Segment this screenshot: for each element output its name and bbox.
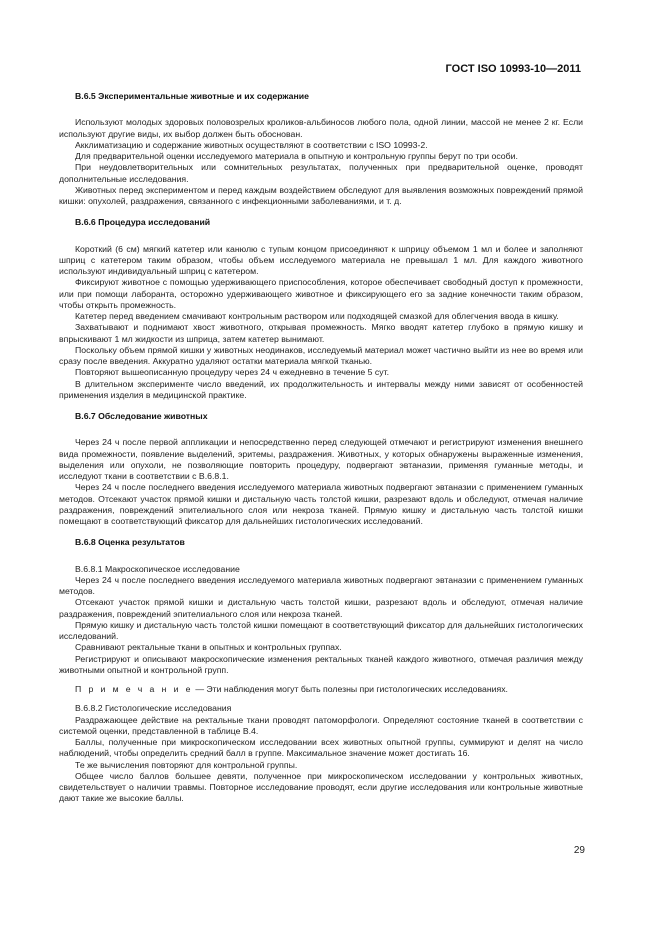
paragraph: Для предварительной оценки исследуемого материала в опытную и контрольную группы берут по три особи. [75, 151, 518, 161]
subsection-title: B.6.8.2 Гистологические исследования [75, 703, 232, 714]
paragraph: В длительном эксперименте число введений, их продолжительность и интервалы между ними зависят от особенностей применения изделия в медицинской практике. [59, 378, 583, 400]
section-title: B.6.7 Обследование животных [75, 411, 208, 421]
paragraph: Короткий (6 см) мягкий катетер или канюлю с тупым концом присоединяют к шприцу объемом 1 мл и более и заполняют шприц с катетером таким образом, чтобы объем исследуемого материала не превышал 1 мл. Для каждого животного используют индивидуальный шприц с катетером. [59, 243, 583, 276]
paragraph: Отсекают участок прямой кишки и дистальную часть толстой кишки, разрезают вдоль и обследуют, отмечая наличие раздражения, повреждений эпителиального слоя или некроза тканей. [59, 597, 583, 619]
page-number: 29 [573, 845, 585, 856]
paragraph: Регистрируют и описывают макроскопические изменения ректальных тканей каждого животного, отмечая различия между животными опытной и контрольной групп. [59, 653, 583, 675]
paragraph: Акклиматизацию и содержание животных осуществляют в соответствии с ISO 10993-2. [75, 139, 428, 150]
document-header: ГОСТ ISO 10993-10—2011 [445, 63, 581, 75]
section-title: B.6.5 Экспериментальные животные и их содержание [75, 91, 309, 101]
paragraph: Поскольку объем прямой кишки у животных неодинаков, исследуемый материал может частично выйти из нее во время или сразу после введения. Аккуратно удаляют остатки материала мягкой тканью. [59, 344, 583, 366]
paragraph: Фиксируют животное с помощью удерживающего приспособления, которое обеспечивает свободный доступ к промежности, или при помощи лаборанта, осторожно удерживающего животное и фиксирующего его за задние конечности таким образом, чтобы открыть промежность. [59, 277, 583, 310]
paragraph: Те же вычисления повторяют для контрольной группы. [75, 759, 298, 770]
note-label: П р и м е ч а н и е [75, 684, 193, 694]
section-title: B.6.6 Процедура исследований [75, 217, 211, 228]
paragraph: Через 24 ч после первой аппликации и непосредственно перед следующей отмечают и регистрируют изменения внешнего вида промежности, появление выделений, эритемы, раздражения. Животных, у которых обнаружены выраженные изменения, выделения или опухоли, не позволяющие повторить процедуру, подвергают эвтаназии, применяя гуманные методы, и исследуют ткани в соответствии с B.6.8.1. [59, 437, 583, 481]
paragraph: Используют молодых здоровых половозрелых кроликов-альбиносов любого пола, одной линии, массой не менее 2 кг. Если используют другие виды, их выбор должен быть обоснован. [59, 117, 583, 139]
document-body [59, 91, 583, 805]
paragraph: Через 24 ч после последнего введения исследуемого материала животных подвергают эвтаназии с применением гуманных методов. [59, 574, 583, 596]
paragraph: Захватывают и поднимают хвост животного, открывая промежность. Мягко вводят катетер глубоко в прямую кишку и впрыскивают 1 мл жидкости из шприца, затем катетер вынимают. [59, 322, 583, 344]
paragraph: Через 24 ч после последнего введения исследуемого материала животных подвергают эвтаназии с применением гуманных методов. Отсекают участок прямой кишки и дистальную часть толстой кишки, разрезают вдоль и обследуют, отмечая наличие раздражения, повреждений эпителиального слоя или некроза тканей. Прямую кишку и дистальную часть толстой кишки помещают в соответствующий фиксатор для дальнейших гистологических исследований. [59, 482, 583, 526]
paragraph: Сравнивают ректальные ткани в опытных и контрольных группах. [75, 642, 342, 653]
paragraph: Общее число баллов большее девяти, полученное при микроскопическом исследовании у контрольных животных, свидетельствует о наличии травмы. Повторное исследование проводят, если другие исследования или контрольные животные дают такие же высокие баллы. [59, 770, 583, 804]
paragraph: При неудовлетворительных или сомнительных результатах, полученных при предварительной оценке, проводят дополнительные исследования. [59, 162, 583, 184]
note-text: — Эти наблюдения могут быть полезны при гистологических исследованиях. [192, 684, 508, 694]
paragraph: Баллы, полученные при микроскопическом исследовании всех животных опытной группы, суммируют и делят на число наблюдений, чтобы определить средний балл в группе. Максимальное значение может достигать 16. [59, 737, 583, 759]
paragraph: Повторяют вышеописанную процедуру через 24 ч ежедневно в течение 5 сут. [75, 367, 390, 378]
paragraph: Катетер перед введением смачивают контрольным раствором или подходящей смазкой для облегчения ввода в кишку. [75, 311, 559, 321]
note [59, 684, 583, 695]
paragraph: Раздражающее действие на ректальные ткани проводят патоморфологи. Определяют состояние тканей в соответствии с системой оценки, представленной в таблице B.4. [59, 714, 583, 736]
section-title: B.6.8 Оценка результатов [75, 537, 185, 548]
subsection-title: B.6.8.1 Макроскопическое исследование [75, 563, 240, 574]
paragraph: Прямую кишку и дистальную часть толстой кишки помещают в соответствующий фиксатор для дальнейших гистологических исследований. [59, 619, 583, 641]
paragraph: Животных перед экспериментом и перед каждым воздействием обследуют для выявления возможных повреждений прямой кишки: опухолей, раздражения, связанного с инфекционными заболеваниями, и т. д. [59, 184, 583, 206]
